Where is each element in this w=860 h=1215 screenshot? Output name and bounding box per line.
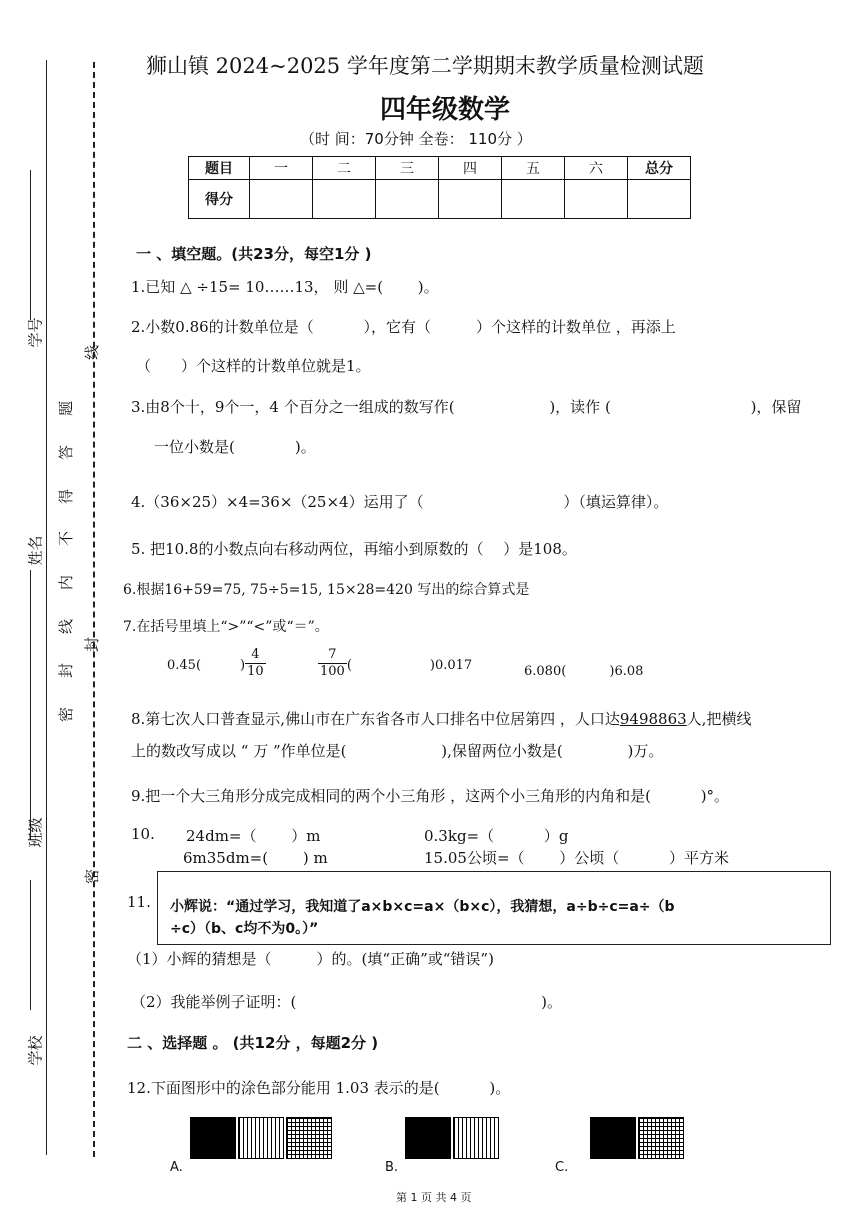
q8-text-pre: 8.第七次人口普查显示,佛山市在广东省各市人口排名中位居第四 ，人口达 xyxy=(131,710,620,728)
q7-a-fraction xyxy=(245,647,266,680)
question-11-part-1: （1）小辉的猜想是（ ）的。(填“正确”或“错误”) xyxy=(127,950,494,968)
notice-char: 题 xyxy=(57,400,76,417)
question-3-line-1: 3.由8个十，9个一，4 个百分之一组成的数写作( )，读作 ( )，保留 xyxy=(131,398,802,416)
score-header-cell: 一 xyxy=(250,157,313,180)
question-2-line-1: 2.小数0.86的计数单位是（ ），它有（ ）个这样的计数单位 ，再添上 xyxy=(131,318,676,336)
question-11-number: 11. xyxy=(127,893,151,911)
question-1: 1.已知 △ ÷15= 10……13， 则 △=( )。 xyxy=(131,278,439,296)
field-line-banji xyxy=(30,880,31,1010)
option-a-striped-square xyxy=(238,1117,284,1159)
q8-population-number: 9498863 xyxy=(619,710,687,728)
field-label-class: 班级 xyxy=(26,817,45,848)
field-label-student-id: 学号 xyxy=(26,317,45,348)
question-2-line-2: （ ）个这样的计数单位就是1。 xyxy=(136,357,371,375)
question-10-number: 10. xyxy=(131,825,155,843)
q7-a-numerator: 4 xyxy=(245,647,266,664)
section-1-title: 一 、填空题。(共23分，每空1分 ) xyxy=(136,245,372,263)
question-3-line-2: 一位小数是( )。 xyxy=(154,438,316,456)
q7-a-denominator: 10 xyxy=(247,664,264,679)
field-label-school: 学校 xyxy=(26,1035,45,1066)
option-a-grid-square xyxy=(286,1117,332,1159)
option-c-label[interactable]: C. xyxy=(555,1160,569,1175)
score-row-label: 得分 xyxy=(189,180,250,219)
question-8-line-1 xyxy=(131,708,751,729)
score-cell[interactable] xyxy=(439,180,502,219)
question-4: 4.（36×25）×4=36×（25×4）运用了（ ）（填运算律）。 xyxy=(131,493,669,511)
question-10-a: 24dm=（ ）m xyxy=(186,827,321,845)
field-label-name: 姓名 xyxy=(26,535,45,566)
exam-info: （时 间：70分钟 全卷： 110分 ） xyxy=(300,130,532,148)
q7-b-fraction xyxy=(318,647,347,680)
score-cell[interactable] xyxy=(502,180,565,219)
score-cell[interactable] xyxy=(313,180,376,219)
notice-char: 内 xyxy=(57,574,76,591)
score-header-cell: 四 xyxy=(439,157,502,180)
option-a-solid-square xyxy=(190,1117,236,1159)
score-header-cell: 题目 xyxy=(189,157,250,180)
question-7-item-b xyxy=(318,647,472,680)
question-8-line-2: 上的数改写成以 “ 万 ”作单位是( ),保留两位小数是( )万。 xyxy=(131,742,664,760)
score-header-cell: 二 xyxy=(313,157,376,180)
option-a-label[interactable]: A. xyxy=(170,1160,183,1175)
margin-left-line xyxy=(46,60,47,1155)
question-10-b: 0.3kg=（ ）g xyxy=(424,827,569,845)
page-footer: 第 1 页 共 4 页 xyxy=(396,1191,472,1204)
subject-title: 四年级数学 xyxy=(380,95,511,125)
question-7-item-a xyxy=(167,647,266,680)
score-cell[interactable] xyxy=(250,180,313,219)
question-9: 9.把一个大三角形分成完成相同的两个小三角形 ，这两个小三角形的内角和是( )°。 xyxy=(131,787,730,805)
question-5: 5. 把10.8的小数点向右移动两位，再缩小到原数的（ ）是108。 xyxy=(131,540,577,558)
option-b-solid-square xyxy=(405,1117,451,1159)
q7-a-left: 0.45( ) xyxy=(167,658,246,673)
margin-dashed-line xyxy=(93,62,95,1157)
exam-title: 狮山镇 2024~2025 学年度第二学期期末教学质量检测试题 xyxy=(146,54,704,78)
notice-char: 封 xyxy=(57,662,76,679)
question-11-part-2: （2）我能举例子证明：( )。 xyxy=(131,993,563,1011)
q7-b-right: ( )0.017 xyxy=(346,658,473,673)
notice-char: 得 xyxy=(57,488,76,505)
notice-char: 不 xyxy=(57,530,76,547)
score-header-cell: 六 xyxy=(565,157,628,180)
question-11-quote-line-1: 小辉说：“通过学习，我知道了a×b×c=a×（b×c），我猜想，a÷b÷c=a÷（b xyxy=(170,899,675,915)
option-c-grid-square xyxy=(638,1117,684,1159)
field-line-xingming xyxy=(30,570,31,840)
question-10-c: 6m35dm=( ) m xyxy=(183,849,328,867)
score-table xyxy=(188,156,691,219)
field-line-xuehao xyxy=(30,170,31,320)
score-header-cell: 五 xyxy=(502,157,565,180)
score-header-cell: 三 xyxy=(376,157,439,180)
q7-b-numerator: 7 xyxy=(318,647,347,664)
notice-char: 线 xyxy=(57,618,76,635)
q7-b-denominator: 100 xyxy=(320,664,345,679)
line-label-mi: 密 xyxy=(83,868,102,885)
question-10-d: 15.05公顷=（ ）公顷（ ）平方米 xyxy=(424,849,730,867)
option-b-striped-square xyxy=(453,1117,499,1159)
score-header-cell: 总分 xyxy=(628,157,691,180)
line-label-feng: 封 xyxy=(83,636,102,653)
question-6: 6.根据16+59=75, 75÷5=15, 15×28=420 写出的综合算式是 xyxy=(123,582,530,598)
score-cell[interactable] xyxy=(376,180,439,219)
notice-char: 答 xyxy=(57,444,76,461)
question-7-item-c: 6.080( )6.08 xyxy=(524,664,644,679)
score-cell[interactable] xyxy=(628,180,691,219)
q8-text-post: 人,把横线 xyxy=(686,710,752,728)
question-12: 12.下面图形中的涂色部分能用 1.03 表示的是( )。 xyxy=(127,1079,511,1097)
section-2-title: 二 、选择题 。 (共12分 ，每题2分 ) xyxy=(127,1034,379,1052)
question-11-quote-line-2: ÷c）（b、c均不为0。）” xyxy=(170,921,319,937)
notice-char: 密 xyxy=(57,706,76,723)
score-cell[interactable] xyxy=(565,180,628,219)
question-7: 7.在括号里填上“>”“<”或“＝”。 xyxy=(123,619,329,635)
line-label-xian: 线 xyxy=(83,344,102,361)
option-c-solid-square xyxy=(590,1117,636,1159)
option-b-label[interactable]: B. xyxy=(385,1160,399,1175)
